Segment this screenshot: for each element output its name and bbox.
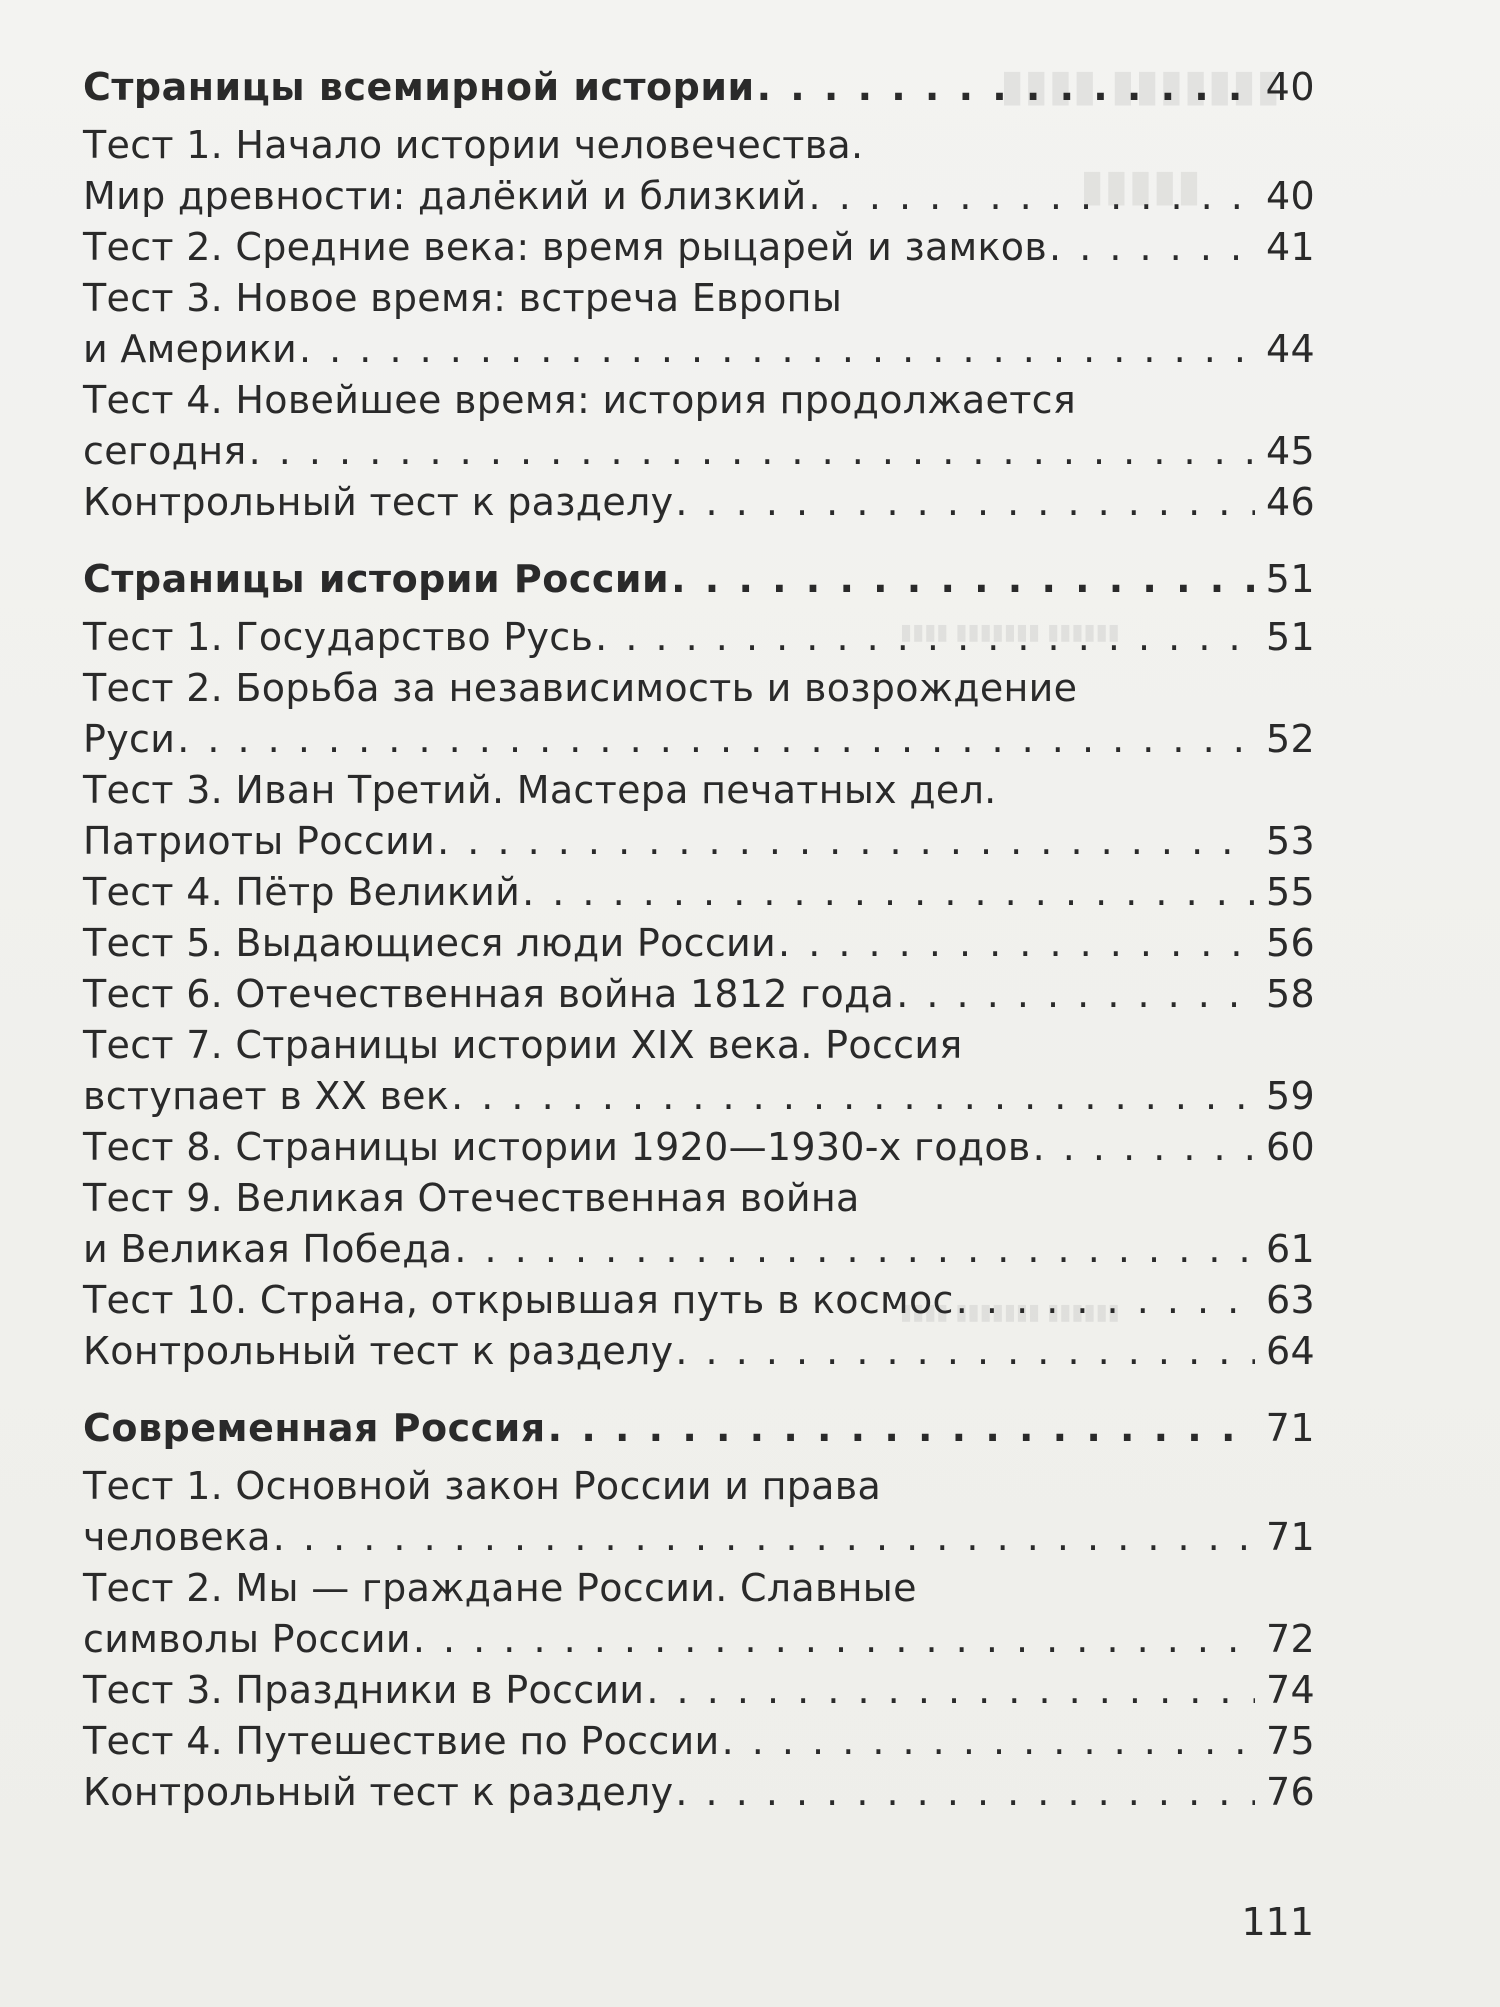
entry-text: сегодня: [83, 429, 247, 473]
leader-dots: [548, 1406, 1255, 1450]
entry-page: 51: [1266, 615, 1315, 659]
entry-text: Тест 1. Государство Русь: [83, 615, 594, 659]
toc-entry[interactable]: [83, 1176, 1315, 1227]
toc-entry[interactable]: [83, 1074, 1315, 1125]
leader-dots: [809, 174, 1255, 218]
entry-page: 76: [1266, 1770, 1315, 1814]
entry-text: Тест 3. Новое время: встреча Европы: [83, 276, 843, 320]
toc-entry[interactable]: [83, 666, 1315, 717]
leader-dots: [522, 870, 1255, 914]
toc-entry[interactable]: [83, 1668, 1315, 1719]
entry-page: 71: [1266, 1515, 1315, 1559]
leader-dots: [675, 480, 1255, 524]
toc-section: [83, 557, 1315, 1380]
entry-text: Тест 7. Страницы истории XIX века. Россия: [83, 1023, 963, 1067]
section-page: 40: [1265, 65, 1315, 109]
section-heading[interactable]: [83, 1406, 1315, 1464]
entry-text: Тест 1. Основной закон России и права: [83, 1464, 882, 1508]
entry-text: вступает в XX век: [83, 1074, 450, 1118]
table-of-contents: [83, 65, 1315, 1847]
toc-entry[interactable]: [83, 378, 1315, 429]
leader-dots: [1033, 1125, 1255, 1169]
leader-dots: [646, 1668, 1255, 1712]
toc-entry[interactable]: [83, 717, 1315, 768]
section-title: Страницы истории России: [83, 557, 670, 601]
entry-page: 63: [1266, 1278, 1315, 1322]
entry-text: Тест 4. Новейшее время: история продолжается: [83, 378, 1076, 422]
entry-page: 72: [1266, 1617, 1315, 1661]
entry-page: 44: [1266, 327, 1315, 371]
entry-text: Тест 4. Путешествие по России: [83, 1719, 720, 1763]
entry-text: символы России: [83, 1617, 411, 1661]
leader-dots: [437, 819, 1255, 863]
section-title: Страницы всемирной истории: [83, 65, 755, 109]
entry-text: Тест 6. Отечественная война 1812 года: [83, 972, 895, 1016]
leader-dots: [451, 1074, 1255, 1118]
toc-entry[interactable]: [83, 1719, 1315, 1770]
entry-page: 40: [1266, 174, 1315, 218]
show-through-text: ▮▮▮▮▮: [1080, 160, 1202, 211]
entry-text: Контрольный тест к разделу: [83, 1329, 674, 1373]
entry-page: 60: [1266, 1125, 1315, 1169]
toc-entry[interactable]: [83, 1125, 1315, 1176]
toc-entry[interactable]: [83, 615, 1315, 666]
show-through-text: ▮▮▮▮▮▮ ▮▮▮▮▮▮▮ ▮▮▮▮: [900, 1300, 1120, 1325]
entry-text: Тест 2. Борьба за независимость и возрождение: [83, 666, 1078, 710]
toc-entry[interactable]: [83, 225, 1315, 276]
entry-page: 56: [1266, 921, 1315, 965]
toc-entry[interactable]: [83, 1566, 1315, 1617]
entry-page: 52: [1266, 717, 1315, 761]
toc-entry[interactable]: [83, 1617, 1315, 1668]
toc-entry[interactable]: [83, 1023, 1315, 1074]
leader-dots: [757, 65, 1255, 109]
entry-page: 46: [1266, 480, 1315, 524]
entry-text: Тест 4. Пётр Великий: [83, 870, 521, 914]
leader-dots: [675, 1329, 1255, 1373]
section-page: 71: [1265, 1406, 1315, 1450]
entry-text: Тест 1. Начало истории человечества.: [83, 123, 864, 167]
entry-page: 74: [1266, 1668, 1315, 1712]
page-number: 111: [1241, 1900, 1314, 1944]
leader-dots: [299, 327, 1255, 371]
entry-text: Контрольный тест к разделу: [83, 1770, 674, 1814]
leader-dots: [722, 1719, 1255, 1763]
leader-dots: [413, 1617, 1255, 1661]
entry-page: 55: [1266, 870, 1315, 914]
toc-entry[interactable]: [83, 327, 1315, 378]
section-page: 51: [1265, 557, 1315, 601]
toc-entry[interactable]: [83, 429, 1315, 480]
leader-dots: [675, 1770, 1255, 1814]
toc-entry[interactable]: [83, 768, 1315, 819]
toc-entry[interactable]: [83, 276, 1315, 327]
entry-text: Тест 2. Мы — граждане России. Славные: [83, 1566, 917, 1610]
leader-dots: [1049, 225, 1255, 269]
toc-entry[interactable]: [83, 1227, 1315, 1278]
toc-entry[interactable]: [83, 819, 1315, 870]
toc-entry[interactable]: [83, 174, 1315, 225]
leader-dots: [595, 615, 1255, 659]
entry-text: Тест 10. Страна, открывшая путь в космос: [83, 1278, 954, 1322]
entry-text: Контрольный тест к разделу: [83, 480, 674, 524]
leader-dots: [177, 717, 1255, 761]
toc-entry[interactable]: [83, 870, 1315, 921]
toc-entry[interactable]: [83, 1278, 1315, 1329]
entry-text: Руси: [83, 717, 176, 761]
toc-entry[interactable]: [83, 972, 1315, 1023]
section-heading[interactable]: [83, 65, 1315, 123]
entry-text: Тест 3. Иван Третий. Мастера печатных дел.: [83, 768, 997, 812]
entry-page: 53: [1266, 819, 1315, 863]
leader-dots: [249, 429, 1255, 473]
entry-page: 75: [1266, 1719, 1315, 1763]
toc-section: [83, 65, 1315, 531]
entry-text: человека: [83, 1515, 271, 1559]
entry-page: 59: [1266, 1074, 1315, 1118]
entry-text: Мир древности: далёкий и близкий: [83, 174, 807, 218]
entry-text: Тест 9. Великая Отечественная война: [83, 1176, 860, 1220]
leader-dots: [956, 1278, 1255, 1322]
leader-dots: [671, 557, 1255, 601]
entry-page: 45: [1266, 429, 1315, 473]
show-through-text: ▮▮▮▮▮▮▮ ▮▮▮▮: [1000, 60, 1281, 111]
section-title: Современная Россия: [83, 1406, 546, 1450]
show-through-text: ▮▮▮▮▮▮ ▮▮▮▮▮▮▮ ▮▮▮▮: [900, 620, 1120, 645]
section-heading[interactable]: [83, 557, 1315, 615]
toc-entry[interactable]: [83, 921, 1315, 972]
entry-text: и Великая Победа: [83, 1227, 453, 1271]
entry-text: Тест 3. Праздники в России: [83, 1668, 645, 1712]
toc-section: [83, 1406, 1315, 1821]
entry-text: и Америки: [83, 327, 297, 371]
entry-page: 41: [1266, 225, 1315, 269]
entry-text: Тест 2. Средние века: время рыцарей и замков: [83, 225, 1048, 269]
entry-page: 61: [1266, 1227, 1315, 1271]
entry-page: 58: [1266, 972, 1315, 1016]
entry-text: Тест 5. Выдающиеся люди России: [83, 921, 777, 965]
toc-entry[interactable]: [83, 123, 1315, 174]
entry-page: 64: [1266, 1329, 1315, 1373]
toc-entry[interactable]: [83, 1329, 1315, 1380]
toc-entry[interactable]: [83, 1770, 1315, 1821]
toc-entry[interactable]: [83, 1464, 1315, 1515]
leader-dots: [896, 972, 1255, 1016]
leader-dots: [778, 921, 1255, 965]
entry-text: Тест 8. Страницы истории 1920—1930-х годов: [83, 1125, 1031, 1169]
leader-dots: [273, 1515, 1255, 1559]
toc-entry[interactable]: [83, 480, 1315, 531]
leader-dots: [454, 1227, 1255, 1271]
toc-entry[interactable]: [83, 1515, 1315, 1566]
entry-text: Патриоты России: [83, 819, 436, 863]
